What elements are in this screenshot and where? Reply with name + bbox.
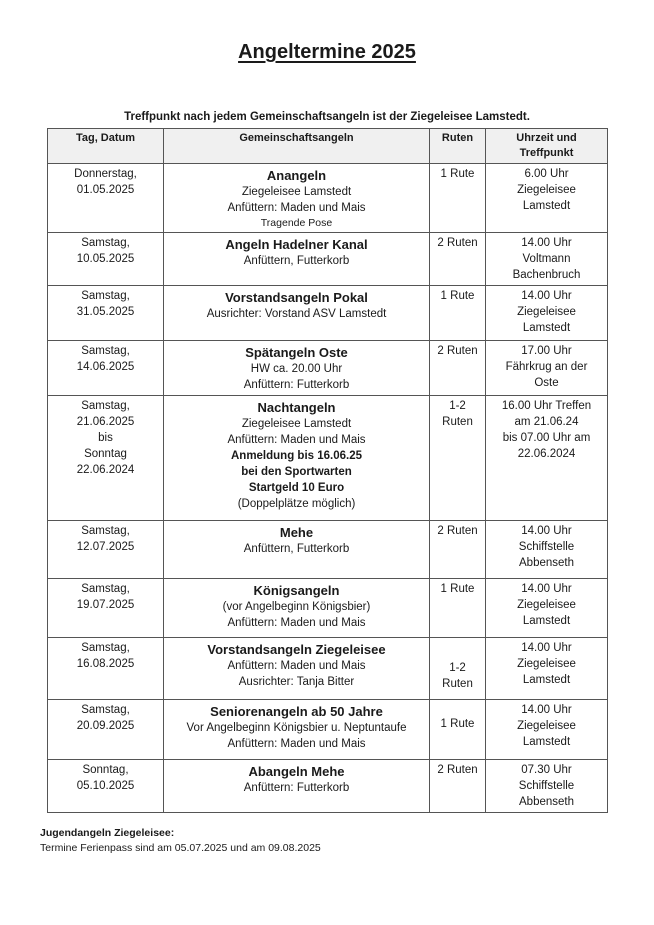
table-row bbox=[48, 396, 608, 521]
event-detail: Anfüttern: Maden und Mais bbox=[227, 738, 366, 750]
table-row bbox=[48, 341, 608, 396]
time-place-line: Ziegeleisee bbox=[517, 658, 576, 670]
event-detail: Anfüttern, Futterkorb bbox=[243, 255, 350, 267]
time-place-line: 14.00 Uhr bbox=[521, 642, 572, 654]
event-detail: Ausrichter: Vorstand ASV Lamstedt bbox=[206, 308, 387, 320]
date-line: Sonntag, bbox=[82, 764, 129, 776]
time-place-line: Abbenseth bbox=[519, 557, 574, 569]
event-title: Abangeln Mehe bbox=[248, 764, 345, 779]
date-cell bbox=[48, 579, 164, 638]
ruten-cell bbox=[430, 233, 486, 286]
ruten-cell bbox=[430, 396, 486, 521]
time-place-line: 14.00 Uhr bbox=[521, 525, 572, 537]
header-event: Gemeinschaftsangeln bbox=[164, 129, 430, 164]
ruten-line: 1 Rute bbox=[440, 290, 475, 302]
time-place-line: Fährkrug an der bbox=[505, 361, 588, 373]
ruten-line: 1-2 bbox=[449, 662, 466, 674]
date-line: 22.06.2024 bbox=[76, 464, 135, 476]
time-place-line: Ziegeleisee bbox=[517, 720, 576, 732]
event-registration: bei den Sportwarten bbox=[241, 466, 352, 478]
event-detail: Vor Angelbeginn Königsbier u. Neptuntaufe bbox=[186, 722, 407, 734]
time-place-line: Schiffstelle bbox=[518, 780, 575, 792]
time-place-cell bbox=[486, 341, 608, 396]
time-place-line: Lamstedt bbox=[522, 615, 571, 627]
youth-fishing-note bbox=[40, 826, 321, 856]
header-date: Tag, Datum bbox=[48, 129, 164, 164]
ruten-cell bbox=[430, 341, 486, 396]
meeting-point-note: Treffpunkt nach jedem Gemeinschaftsangeln ist der Ziegeleisee Lamstedt. bbox=[124, 111, 530, 123]
ruten-cell bbox=[430, 521, 486, 579]
date-cell bbox=[48, 233, 164, 286]
ruten-line: Ruten bbox=[442, 416, 473, 428]
table-row bbox=[48, 638, 608, 700]
ruten-line: 2 Ruten bbox=[437, 764, 478, 776]
event-title: Angeln Hadelner Kanal bbox=[225, 237, 368, 252]
event-title: Nachtangeln bbox=[257, 400, 336, 415]
event-title: Spätangeln Oste bbox=[245, 345, 348, 360]
youth-text: Termine Ferienpass sind am 05.07.2025 und am 09.08.2025 bbox=[40, 842, 321, 854]
date-line: Donnerstag, bbox=[74, 168, 137, 180]
time-place-line: 22.06.2024 bbox=[517, 448, 576, 460]
header-time-line-2: Treffpunkt bbox=[519, 147, 574, 159]
event-detail: Ziegeleisee Lamstedt bbox=[241, 186, 352, 198]
date-line: Sonntag bbox=[84, 448, 127, 460]
date-line: 14.06.2025 bbox=[76, 361, 135, 373]
event-detail: Anfüttern: Maden und Mais bbox=[227, 202, 366, 214]
event-detail: Ziegeleisee Lamstedt bbox=[241, 418, 352, 430]
ruten-line: 1 Rute bbox=[440, 583, 475, 595]
date-line: Samstag, bbox=[81, 583, 130, 595]
ruten-cell bbox=[430, 638, 486, 700]
date-line: 12.07.2025 bbox=[76, 541, 135, 553]
time-place-cell bbox=[486, 521, 608, 579]
ruten-line: 1 Rute bbox=[440, 168, 475, 180]
time-place-cell bbox=[486, 233, 608, 286]
time-place-cell bbox=[486, 760, 608, 813]
event-detail: HW ca. 20.00 Uhr bbox=[250, 363, 343, 375]
page-title: Angeltermine 2025 bbox=[238, 41, 416, 63]
ruten-cell bbox=[430, 700, 486, 760]
date-cell bbox=[48, 396, 164, 521]
event-cell bbox=[164, 396, 430, 521]
ruten-cell bbox=[430, 579, 486, 638]
table-row bbox=[48, 164, 608, 233]
event-registration: Anmeldung bis 16.06.25 bbox=[230, 450, 362, 462]
time-place-cell bbox=[486, 579, 608, 638]
youth-heading: Jugendangeln Ziegeleisee: bbox=[40, 827, 175, 839]
ruten-line: 2 Ruten bbox=[437, 345, 478, 357]
event-detail: Anfüttern: Futterkorb bbox=[243, 782, 350, 794]
ruten-cell bbox=[430, 164, 486, 233]
time-place-line: Bachenbruch bbox=[512, 269, 581, 281]
date-line: 20.09.2025 bbox=[76, 720, 135, 732]
event-title: Königsangeln bbox=[253, 583, 340, 598]
ruten-line: 2 Ruten bbox=[437, 237, 478, 249]
date-cell bbox=[48, 700, 164, 760]
time-place-line: Lamstedt bbox=[522, 736, 571, 748]
ruten-cell bbox=[430, 760, 486, 813]
date-line: 31.05.2025 bbox=[76, 306, 135, 318]
header-ruten: Ruten bbox=[430, 129, 486, 164]
schedule-table bbox=[47, 128, 608, 813]
date-line: Samstag, bbox=[81, 642, 130, 654]
time-place-line: Lamstedt bbox=[522, 200, 571, 212]
event-cell bbox=[164, 164, 430, 233]
date-cell bbox=[48, 341, 164, 396]
date-line: Samstag, bbox=[81, 345, 130, 357]
time-place-line: bis 07.00 Uhr am bbox=[502, 432, 591, 444]
date-cell bbox=[48, 164, 164, 233]
time-place-line: 6.00 Uhr bbox=[524, 168, 569, 180]
event-registration: Startgeld 10 Euro bbox=[248, 482, 345, 494]
time-place-line: 17.00 Uhr bbox=[521, 345, 572, 357]
time-place-line: Lamstedt bbox=[522, 322, 571, 334]
time-place-line: 14.00 Uhr bbox=[521, 704, 572, 716]
date-line: Samstag, bbox=[81, 290, 130, 302]
time-place-line: 14.00 Uhr bbox=[521, 237, 572, 249]
event-title: Vorstandsangeln Ziegeleisee bbox=[207, 642, 386, 657]
event-detail: Ausrichter: Tanja Bitter bbox=[238, 676, 355, 688]
event-detail: Anfüttern: Maden und Mais bbox=[227, 617, 366, 629]
ruten-line: 1 Rute bbox=[440, 718, 475, 730]
event-detail: Anfüttern, Futterkorb bbox=[243, 543, 350, 555]
date-line: bis bbox=[98, 432, 113, 444]
time-place-line: Voltmann bbox=[522, 253, 571, 265]
time-place-line: am 21.06.24 bbox=[514, 416, 579, 428]
event-cell bbox=[164, 700, 430, 760]
header-time-line-1: Uhrzeit und bbox=[516, 132, 577, 144]
table-row bbox=[48, 521, 608, 579]
event-title: Mehe bbox=[279, 525, 314, 540]
date-line: Samstag, bbox=[81, 237, 130, 249]
event-cell bbox=[164, 638, 430, 700]
date-cell bbox=[48, 760, 164, 813]
date-cell bbox=[48, 638, 164, 700]
event-cell bbox=[164, 286, 430, 341]
time-place-cell bbox=[486, 396, 608, 521]
event-extra: (Doppelplätze möglich) bbox=[237, 498, 356, 510]
date-cell bbox=[48, 286, 164, 341]
table-row bbox=[48, 579, 608, 638]
date-line: Samstag, bbox=[81, 525, 130, 537]
date-line: Samstag, bbox=[81, 704, 130, 716]
event-detail: (vor Angelbeginn Königsbier) bbox=[222, 601, 371, 613]
time-place-cell bbox=[486, 164, 608, 233]
event-cell bbox=[164, 233, 430, 286]
date-line: Samstag, bbox=[81, 400, 130, 412]
time-place-line: Abbenseth bbox=[519, 796, 574, 808]
event-title: Anangeln bbox=[266, 168, 327, 183]
date-line: 21.06.2025 bbox=[76, 416, 135, 428]
time-place-line: 16.00 Uhr Treffen bbox=[501, 400, 592, 412]
time-place-line: Oste bbox=[534, 377, 559, 389]
ruten-cell bbox=[430, 286, 486, 341]
header-time-place bbox=[486, 129, 608, 164]
event-title: Seniorenangeln ab 50 Jahre bbox=[210, 704, 383, 719]
event-title: Vorstandsangeln Pokal bbox=[225, 290, 368, 305]
time-place-line: 14.00 Uhr bbox=[521, 290, 572, 302]
ruten-line: 1-2 bbox=[449, 400, 466, 412]
date-line: 05.10.2025 bbox=[76, 780, 135, 792]
time-place-line: Lamstedt bbox=[522, 674, 571, 686]
date-line: 16.08.2025 bbox=[76, 658, 135, 670]
time-place-line: Ziegeleisee bbox=[517, 184, 576, 196]
event-cell bbox=[164, 521, 430, 579]
table-header-row bbox=[48, 129, 608, 164]
event-detail: Anfüttern: Futterkorb bbox=[243, 379, 350, 391]
table-row bbox=[48, 760, 608, 813]
time-place-line: 07.30 Uhr bbox=[521, 764, 572, 776]
event-note: Tragende Pose bbox=[260, 217, 333, 229]
time-place-line: 14.00 Uhr bbox=[521, 583, 572, 595]
event-detail: Anfüttern: Maden und Mais bbox=[227, 660, 366, 672]
table-row bbox=[48, 700, 608, 760]
event-cell bbox=[164, 760, 430, 813]
table-row bbox=[48, 286, 608, 341]
event-cell bbox=[164, 341, 430, 396]
date-line: 10.05.2025 bbox=[76, 253, 135, 265]
event-cell bbox=[164, 579, 430, 638]
time-place-cell bbox=[486, 700, 608, 760]
time-place-line: Ziegeleisee bbox=[517, 306, 576, 318]
event-detail: Anfüttern: Maden und Mais bbox=[227, 434, 366, 446]
table-row bbox=[48, 233, 608, 286]
date-line: 01.05.2025 bbox=[76, 184, 135, 196]
time-place-cell bbox=[486, 638, 608, 700]
date-line: 19.07.2025 bbox=[76, 599, 135, 611]
ruten-line: 2 Ruten bbox=[437, 525, 478, 537]
time-place-line: Ziegeleisee bbox=[517, 599, 576, 611]
date-cell bbox=[48, 521, 164, 579]
time-place-cell bbox=[486, 286, 608, 341]
ruten-line: Ruten bbox=[442, 678, 473, 690]
time-place-line: Schiffstelle bbox=[518, 541, 575, 553]
